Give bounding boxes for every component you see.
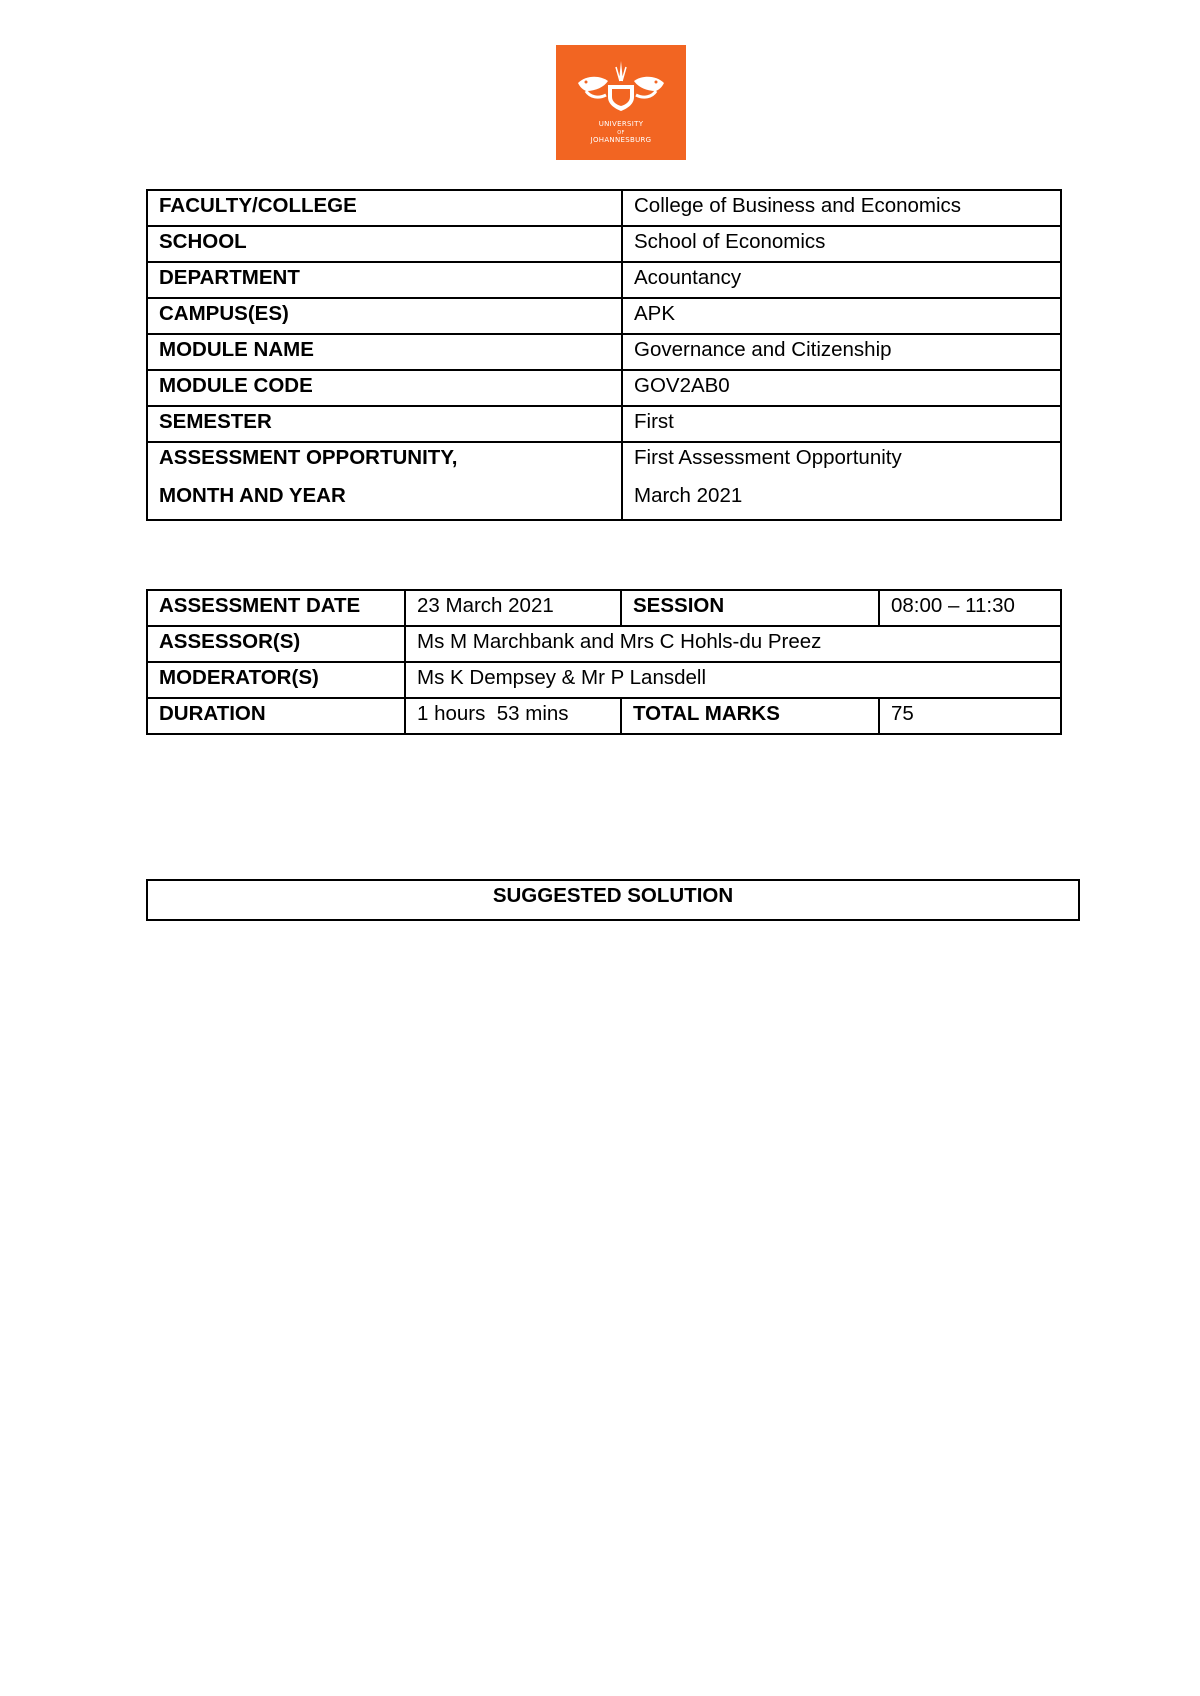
logo-text-university: UNIVERSITY bbox=[598, 120, 644, 128]
table-row bbox=[147, 626, 1061, 662]
school-label: SCHOOL bbox=[147, 226, 622, 262]
table-row bbox=[147, 190, 1061, 226]
assessors-value: Ms M Marchbank and Mrs C Hohls-du Preez bbox=[405, 626, 1061, 662]
moderators-value: Ms K Dempsey & Mr P Lansdell bbox=[405, 662, 1061, 698]
table-row bbox=[147, 662, 1061, 698]
opportunity-value-line1: First Assessment Opportunity bbox=[634, 446, 902, 469]
table-row bbox=[147, 262, 1061, 298]
school-value: School of Economics bbox=[622, 226, 1061, 262]
module-name-value: Governance and Citizenship bbox=[622, 334, 1061, 370]
table-row bbox=[147, 442, 1061, 520]
total-marks-value: 75 bbox=[879, 698, 1061, 734]
opportunity-value bbox=[622, 442, 1061, 520]
table-row bbox=[147, 226, 1061, 262]
assessment-details-table bbox=[146, 589, 1062, 735]
opportunity-label bbox=[147, 442, 622, 520]
semester-label: SEMESTER bbox=[147, 406, 622, 442]
duration-label: DURATION bbox=[147, 698, 405, 734]
duration-value: 1 hours 53 mins bbox=[405, 698, 621, 734]
module-details-table bbox=[146, 189, 1062, 521]
opportunity-label-line1: ASSESSMENT OPPORTUNITY, bbox=[159, 446, 458, 469]
module-code-value: GOV2AB0 bbox=[622, 370, 1061, 406]
module-name-label: MODULE NAME bbox=[147, 334, 622, 370]
faculty-value: College of Business and Economics bbox=[622, 190, 1061, 226]
department-label: DEPARTMENT bbox=[147, 262, 622, 298]
session-value: 08:00 – 11:30 bbox=[879, 590, 1061, 626]
faculty-label: FACULTY/COLLEGE bbox=[147, 190, 622, 226]
table-row bbox=[147, 370, 1061, 406]
campus-value: APK bbox=[622, 298, 1061, 334]
table-row bbox=[147, 406, 1061, 442]
session-label: SESSION bbox=[621, 590, 879, 626]
assessment-date-label: ASSESSMENT DATE bbox=[147, 590, 405, 626]
logo-text-johannesburg: JOHANNESBURG bbox=[590, 136, 652, 144]
table-row bbox=[147, 334, 1061, 370]
module-code-label: MODULE CODE bbox=[147, 370, 622, 406]
table-row bbox=[147, 698, 1061, 734]
table-row bbox=[147, 590, 1061, 626]
assessment-date-value: 23 March 2021 bbox=[405, 590, 621, 626]
semester-value: First bbox=[622, 406, 1061, 442]
suggested-solution-heading: SUGGESTED SOLUTION bbox=[146, 879, 1080, 921]
moderators-label: MODERATOR(S) bbox=[147, 662, 405, 698]
total-marks-label: TOTAL MARKS bbox=[621, 698, 879, 734]
department-value: Acountancy bbox=[622, 262, 1061, 298]
logo-text-of: OF bbox=[617, 130, 625, 136]
university-logo bbox=[556, 45, 686, 160]
campus-label: CAMPUS(ES) bbox=[147, 298, 622, 334]
table-row bbox=[147, 298, 1061, 334]
opportunity-label-line2: MONTH AND YEAR bbox=[159, 484, 346, 507]
opportunity-value-line2: March 2021 bbox=[634, 484, 743, 507]
assessors-label: ASSESSOR(S) bbox=[147, 626, 405, 662]
